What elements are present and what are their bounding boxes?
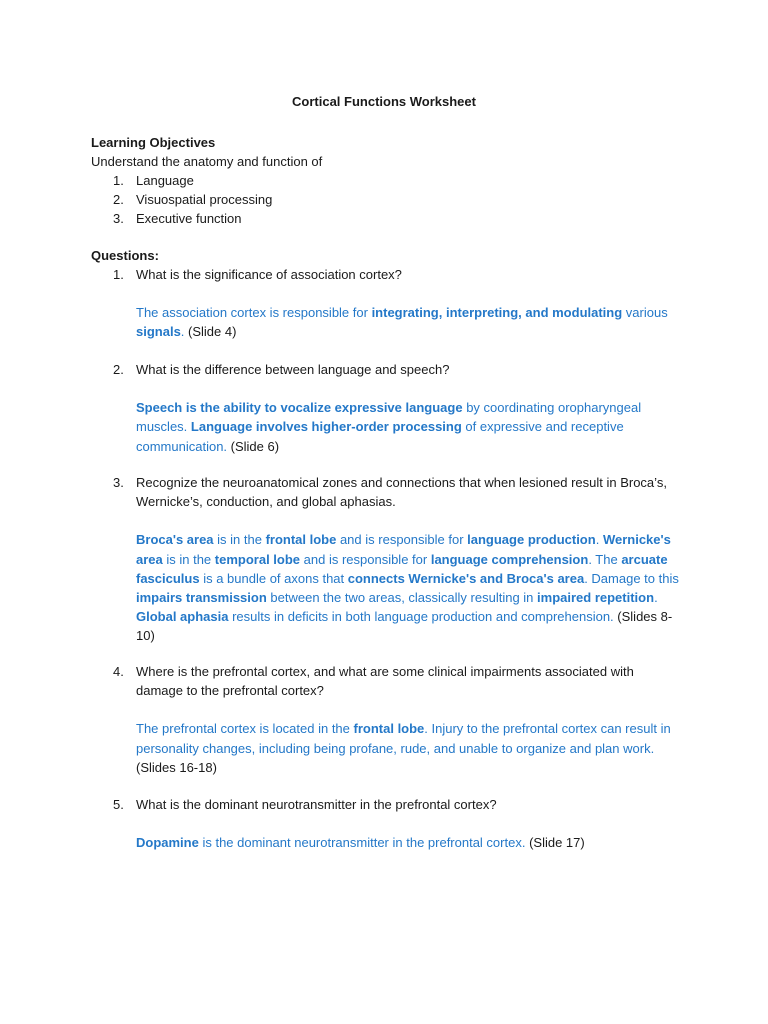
answer-segment: is in the [162,551,215,567]
answer-text [91,719,681,777]
page-title: Cortical Functions Worksheet [292,94,476,109]
slide-reference: (Slide 17) [529,835,585,851]
objective-number: 1. [113,173,124,188]
question-label: Where is the prefrontal cortex, and what are some clinical impairments associated with damage to the prefrontal cortex? [136,664,634,699]
answer-emphasis: connects Wernicke's and Broca's area [347,570,585,586]
answer-segment: of expressive and receptive communication. [136,419,624,454]
questions-heading: Questions: [91,248,159,263]
question-text [91,265,681,284]
slide-reference: (Slide 4) [188,324,237,340]
answer-emphasis: Broca's area [136,532,214,548]
answer-emphasis: integrating, interpreting, and modulating [371,305,623,321]
answer-segment: by coordinating oropharyngeal muscles. [136,400,642,435]
answer-segment: . [180,324,189,340]
question-item [91,265,681,342]
objective-number: 2. [113,192,124,207]
question-number: 3. [113,475,124,490]
answer-emphasis: arcuate fasciculus [136,551,668,586]
question-text [91,795,681,814]
slide-reference: (Slides 8-10) [136,609,673,644]
slide-reference: (Slide 6) [230,438,280,454]
question-label: What is the difference between language and speech? [136,362,450,377]
question-text [91,473,681,511]
answer-segment: between the two areas, classically resulting in [266,590,538,606]
answer-text [91,303,681,341]
objective-item [91,190,691,209]
questions-section [91,246,691,851]
question-label: Recognize the neuroanatomical zones and connections that when lesioned result in Broca’s, Wernicke’s, conduction, and global aphasias. [136,475,667,510]
question-item [91,795,681,852]
answer-segment: is the dominant neurotransmitter in the prefrontal cortex. [198,835,530,851]
answer-emphasis: Language involves higher-order processing [190,419,462,435]
answer-segment: . Injury to the prefrontal cortex can result in personality changes, including being profane, rude, and unable to organize and plan work. [136,721,671,756]
answer-emphasis: language production [467,532,596,548]
answer-segment: is a bundle of axons that [199,570,348,586]
objective-number: 3. [113,211,124,226]
objective-text: Language [136,173,194,188]
question-number: 2. [113,362,124,377]
question-text [91,662,681,700]
answer-segment: . Damage to this [584,570,679,586]
learning-objectives [91,133,691,228]
slide-reference: (Slides 16-18) [136,759,217,775]
answer-text [91,530,681,645]
answer-text [91,833,681,852]
answer-emphasis: signals [136,324,181,340]
objective-text: Visuospatial processing [136,192,273,207]
answer-emphasis: impaired repetition [537,590,655,606]
answer-segment: . The [588,551,622,567]
answer-emphasis: Speech is the ability to vocalize expressive language [136,400,463,416]
answer-segment: The association cortex is responsible for [136,305,372,321]
objectives-intro: Understand the anatomy and function of [91,154,323,169]
answer-segment: and is responsible for [336,532,468,548]
objective-item [91,209,691,228]
question-item [91,360,681,456]
question-number: 1. [113,267,124,282]
answer-segment: The prefrontal cortex is located in the [136,721,354,737]
answer-segment: . [654,590,658,606]
answer-segment: and is responsible for [300,551,431,567]
answer-emphasis: Global aphasia [136,609,229,625]
answer-emphasis: Wernicke's area [136,532,671,567]
answer-emphasis: frontal lobe [265,532,337,548]
question-label: What is the dominant neurotransmitter in the prefrontal cortex? [136,797,497,812]
question-text [91,360,681,379]
objectives-heading: Learning Objectives [91,135,216,150]
question-item [91,473,681,646]
question-number: 5. [113,797,124,812]
objective-text: Executive function [136,211,242,226]
answer-segment: . [595,532,603,548]
question-number: 4. [113,664,124,679]
answer-emphasis: impairs transmission [136,590,267,606]
question-item [91,662,681,777]
answer-emphasis: temporal lobe [214,551,301,567]
objectives-list [91,171,691,228]
question-label: What is the significance of association cortex? [136,267,402,282]
answer-emphasis: language comprehension [430,551,589,567]
answer-emphasis: frontal lobe [353,721,425,737]
objective-item [91,171,691,190]
answer-emphasis: Dopamine [136,835,199,851]
answer-segment: is in the [213,532,266,548]
answer-text [91,398,681,456]
answer-segment: various [622,305,668,321]
answer-segment: results in deficits in both language production and comprehension. [228,609,618,625]
